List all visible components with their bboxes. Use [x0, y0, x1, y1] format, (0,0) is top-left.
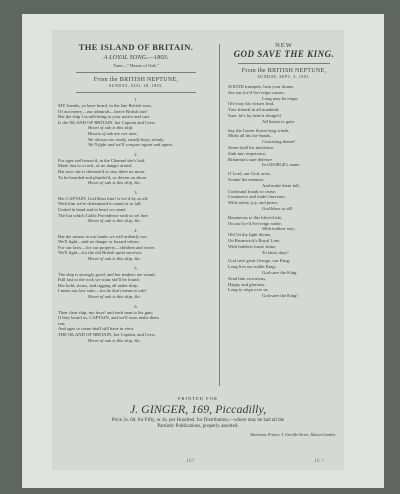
stanza-number: 2. [134, 151, 138, 157]
stanza-line: To be boarded and plunder'd, or driven on shore. [58, 174, 148, 180]
source-line: From the BRITISH NEPTUNE, [93, 77, 179, 83]
verse-line: On our lov'd Sov'reign smile, [228, 220, 282, 226]
verse-line: Scatter his enemies, [228, 176, 265, 182]
verse-line: Sink into impotence, [228, 150, 267, 156]
verse-line: Send him victorious, [228, 275, 267, 281]
new-label: NEW [275, 42, 293, 49]
verse-line: Say the Garter flower'sing winds, [228, 127, 290, 133]
stanza-line: The hot which Gallic Providence with us set line. [58, 212, 149, 218]
stanza-line: But now she is threaten'd to stay there no more, [58, 168, 146, 174]
stanza-line: For our laws—for our property—children and wives [58, 244, 155, 250]
verse-line: Long live our noble King; [228, 264, 276, 270]
verse-line: To latest days! [262, 249, 289, 255]
verse-line: With noblest rays; [262, 226, 296, 232]
stanza-line: THE ISLAND OF BRITAIN, her Captain, and Crew. [58, 332, 156, 337]
stanza-line: And ages to come shall still have in view [58, 326, 134, 332]
song-title: THE ISLAND OF BRITAIN. [78, 42, 194, 52]
broadside-sheet [52, 30, 344, 470]
stanza-line: If they board us, CAPTAIN, and we'll soon make them [58, 315, 159, 321]
verse-line: In GEORGE's name. [262, 162, 301, 168]
verse-line: Britannia's sure defence [228, 156, 272, 162]
stanza-number: 6. [134, 303, 138, 309]
verse-line: Oh! may his virtues find, [228, 101, 275, 107]
verse-line: Long may he reign; [262, 95, 299, 101]
tune-line: Tune—" Hearts of Oak." [113, 63, 159, 68]
stanza-line: The ship is strongly good, and her timbers are sound; [58, 271, 156, 277]
refrain-line: We'll fight and we'll conquer again and again. [88, 142, 173, 148]
verse-line: See our lov'd Sov'reign comes, [228, 89, 285, 95]
stanza-line: Her hold, stores, and rigging all under duty; [58, 282, 139, 288]
verse-line: With safety, joy, and peace, [228, 200, 279, 206]
left-header [58, 42, 214, 93]
imprint-line: Marchant, Printer, 3, Greville-Street, Hatton-Garden. [250, 432, 336, 437]
stanza-line: But the ship I would bring to your notice and care [58, 114, 150, 120]
verse-line: SOUND trumpets, beat your drums, [228, 84, 295, 89]
stanza-line: But the means in our hands we will ardently use; [58, 233, 148, 239]
verse-line: Long to reign over us, [228, 287, 269, 293]
verse-line: All hearts to gain. [262, 118, 295, 124]
header-rule [76, 72, 196, 73]
source-date: SUNDAY, AUG. 28, 1803. [108, 83, 164, 88]
price-line: Price 2s. 6d. for Fifty, or 4s. per Hundred, for Distribution,—where may be had all the [111, 418, 285, 423]
verse-line: With fadeless lustre shine, [228, 243, 277, 249]
verse-line: Oh! let thy light divine, [228, 232, 272, 238]
refrain-line: Heart of oak is this ship, [88, 125, 134, 131]
verse-line: Consisting theme! [262, 139, 296, 145]
refrain-line: Heart of oak is this ship, &c. [88, 337, 142, 343]
verse-line: God save great George, our King, [228, 258, 291, 264]
song-subtitle: A LOYAL SONG.—1803. [103, 54, 169, 61]
stanza-line: With him we're determined to stand or to fall; [58, 201, 142, 207]
anthem-title: GOD SAVE THE KING. [233, 49, 335, 59]
stanza-line: Her CAPTAIN, God bless him! is lov'd by us all; [58, 195, 149, 201]
verse-gap [228, 299, 340, 302]
left-column [58, 42, 214, 343]
refrain-line: We always are ready, steady boys, steady; [88, 136, 165, 142]
header-rule [76, 92, 196, 93]
verse-line: Bounteous to this bless'd isle, [228, 214, 283, 220]
stanza-line: Is the ISLAND OF BRITAIN, her Captain and Crew. [58, 119, 156, 125]
verse-line: O Lord, our God, arise, [228, 171, 271, 177]
stanza-line: We'll fight—for the old British quiet survives. [58, 250, 143, 256]
stanza-list [58, 97, 214, 343]
stanza-number: 3. [134, 189, 138, 195]
verse-line: And make them fall; [262, 182, 300, 188]
stanza-number: 5. [134, 265, 138, 271]
verse-line: Commerce and trade t'increase, [228, 194, 286, 200]
source-line: From the BRITISH NEPTUNE, [241, 68, 327, 74]
verse-line: Midst all his fav-hands, [228, 133, 272, 139]
refrain-line: Hearts of oak are our men; [88, 130, 138, 136]
refrain-line: Heart of oak is this ship, &c. [88, 256, 142, 262]
refrain-line: Heart of oak is this ship, &c. [88, 294, 142, 300]
pencil-note: 16 ? [314, 458, 324, 464]
stanza-line: We'll fight—and no danger or hazard refuse; [58, 239, 140, 245]
pencil-note: 167 [186, 458, 195, 464]
stanza-line: Of our merry—our admirals—brave British tars! [58, 108, 148, 114]
verse-line: God save the King. [262, 269, 298, 275]
printer-name: J. GINGER, 169, Piccadilly, [129, 402, 267, 416]
stanza-number: 1. [134, 97, 138, 102]
verse-line: God bless us all! [262, 205, 293, 211]
verse-line: Confound frauds to cease, [228, 188, 276, 194]
stanza-number: 4. [134, 227, 138, 233]
verse-line: Seem shall his insolence, [228, 144, 275, 150]
printed-for: PRINTED FOR [178, 396, 218, 401]
publications-line: Patriotic Publications, properly assorted. [157, 424, 239, 429]
stanza-line: United in hand and in heart we stand [58, 206, 126, 212]
column-divider [219, 44, 220, 386]
verse-line: Happy and glorious, [228, 281, 266, 287]
header-rule [238, 63, 330, 64]
right-header [228, 42, 340, 79]
refrain-line: Heart of oak is this ship, &c. [88, 180, 142, 186]
stanza-line: I mean our law suits—for do don't mean to rule! [58, 288, 147, 294]
refrain-line: Heart of oak is this ship, &c. [88, 218, 142, 224]
stanza-line: For ages well-moor'd, in the Channel she's laid, [58, 157, 146, 163]
stanza-line: MY friends, ye have heard, in the late British wars, [58, 103, 152, 108]
stanza-line: Then clear ship, my boys! and each man to his gun; [58, 309, 153, 315]
stanza-line: run; [58, 320, 66, 326]
verse-line: Sure, he's by heav'n design'd [228, 112, 281, 118]
right-column [228, 42, 340, 302]
stanza-line: Full fast to the rock we stout she'll be found; [58, 277, 140, 283]
anthem-verses [228, 84, 340, 302]
stanza-line: Made fast to a rock, of no danger afraid; [58, 163, 133, 169]
verse-line: On Brunswick's Royal Line, [228, 237, 281, 243]
verse-line: True friends in all mankind; [228, 107, 280, 113]
verse-line: God save the King! [262, 293, 298, 299]
footer [52, 396, 344, 437]
source-date: SUNDAY, SEPT. 4, 1803. [257, 74, 311, 79]
